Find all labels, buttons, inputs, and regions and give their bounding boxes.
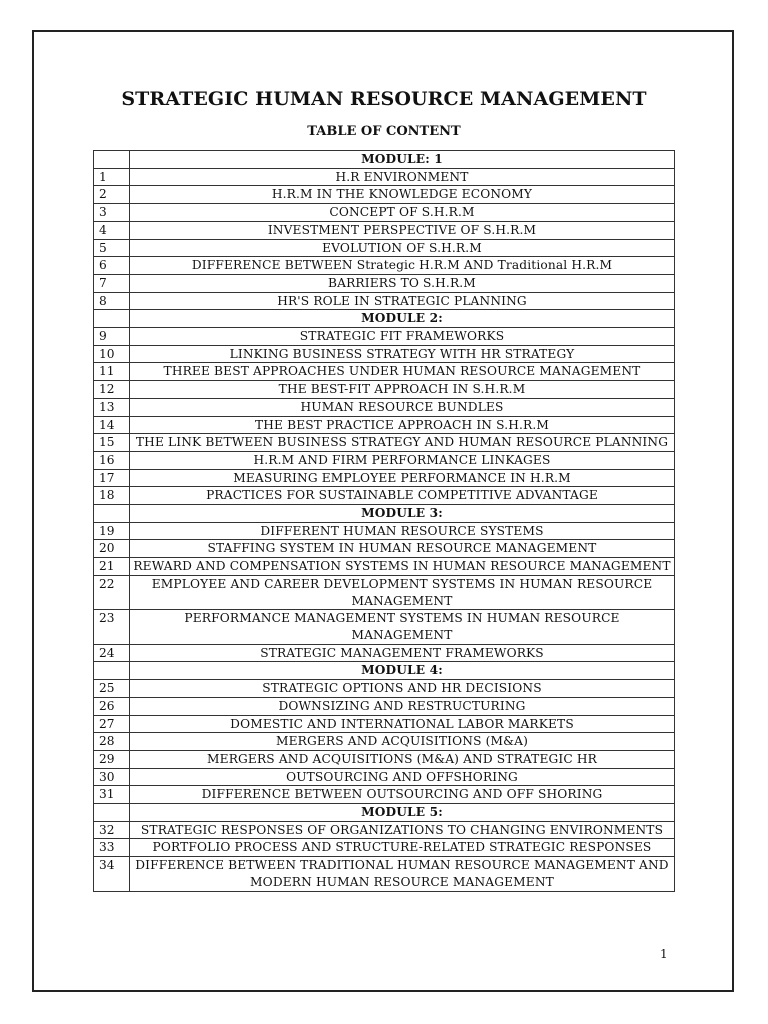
toc-row-title: EVOLUTION OF S.H.R.M [130, 239, 675, 257]
toc-row [94, 345, 675, 363]
toc-row [94, 487, 675, 505]
toc-row [94, 522, 675, 540]
toc-row-number: 2 [94, 186, 130, 204]
toc-row-number: 6 [94, 257, 130, 275]
toc-row [94, 733, 675, 751]
toc-row-title: H.R.M AND FIRM PERFORMANCE LINKAGES [130, 451, 675, 469]
toc-row-number: 9 [94, 328, 130, 346]
toc-row [94, 558, 675, 576]
toc-row [94, 575, 675, 609]
toc-row-number: 29 [94, 750, 130, 768]
toc-module-row [94, 151, 675, 169]
toc-row-title: H.R.M IN THE KNOWLEDGE ECONOMY [130, 186, 675, 204]
toc-module-title: MODULE 2: [130, 310, 675, 328]
toc-row-title: OUTSOURCING AND OFFSHORING [130, 768, 675, 786]
toc-row-title: PORTFOLIO PROCESS AND STRUCTURE-RELATED STRATEGIC RESPONSES [130, 839, 675, 857]
toc-row [94, 839, 675, 857]
toc-row-title: HR'S ROLE IN STRATEGIC PLANNING [130, 292, 675, 310]
toc-row-title: THE LINK BETWEEN BUSINESS STRATEGY AND HUMAN RESOURCE PLANNING [130, 434, 675, 452]
toc-module-title: MODULE: 1 [130, 151, 675, 169]
toc-row-number: 26 [94, 697, 130, 715]
toc-row-title: DOMESTIC AND INTERNATIONAL LABOR MARKETS [130, 715, 675, 733]
toc-row [94, 257, 675, 275]
toc-module-title: MODULE 3: [130, 505, 675, 523]
toc-row [94, 786, 675, 804]
toc-row-title: DIFFERENCE BETWEEN Strategic H.R.M AND Traditional H.R.M [130, 257, 675, 275]
toc-row [94, 186, 675, 204]
toc-row-number: 33 [94, 839, 130, 857]
toc-row-title: H.R ENVIRONMENT [130, 168, 675, 186]
toc-row-title: STAFFING SYSTEM IN HUMAN RESOURCE MANAGEMENT [130, 540, 675, 558]
toc-row [94, 239, 675, 257]
toc-row [94, 328, 675, 346]
toc-row [94, 610, 675, 644]
toc-row-number: 24 [94, 644, 130, 662]
toc-row-number: 12 [94, 381, 130, 399]
page-number: 1 [660, 947, 668, 961]
toc-row-number [94, 310, 130, 328]
toc-row-number: 32 [94, 821, 130, 839]
toc-row-number: 13 [94, 398, 130, 416]
toc-row [94, 750, 675, 768]
toc-row-title: DOWNSIZING AND RESTRUCTURING [130, 697, 675, 715]
toc-row-number [94, 804, 130, 822]
toc-row-title: LINKING BUSINESS STRATEGY WITH HR STRATEGY [130, 345, 675, 363]
toc-row-number: 27 [94, 715, 130, 733]
toc-row-number: 11 [94, 363, 130, 381]
toc-module-row [94, 505, 675, 523]
toc-row-number: 1 [94, 168, 130, 186]
toc-row [94, 398, 675, 416]
toc-row [94, 434, 675, 452]
toc-row-number [94, 505, 130, 523]
toc-row-number: 16 [94, 451, 130, 469]
document-title: STRATEGIC HUMAN RESOURCE MANAGEMENT [121, 88, 647, 110]
toc-row-number: 10 [94, 345, 130, 363]
toc-row-number: 21 [94, 558, 130, 576]
toc-row-title: DIFFERENT HUMAN RESOURCE SYSTEMS [130, 522, 675, 540]
toc-row-title: REWARD AND COMPENSATION SYSTEMS IN HUMAN RESOURCE MANAGEMENT [130, 558, 675, 576]
toc-row [94, 451, 675, 469]
toc-module-row [94, 804, 675, 822]
toc-module-row [94, 662, 675, 680]
toc-row [94, 540, 675, 558]
toc-row-title: HUMAN RESOURCE BUNDLES [130, 398, 675, 416]
toc-row [94, 821, 675, 839]
toc-row [94, 768, 675, 786]
toc-row [94, 857, 675, 891]
toc-module-title: MODULE 5: [130, 804, 675, 822]
toc-row-number: 8 [94, 292, 130, 310]
toc-row-title: MERGERS AND ACQUISITIONS (M&A) AND STRATEGIC HR [130, 750, 675, 768]
toc-row-number: 3 [94, 204, 130, 222]
toc-row-number: 5 [94, 239, 130, 257]
toc-row-number: 20 [94, 540, 130, 558]
toc-row-title: BARRIERS TO S.H.R.M [130, 274, 675, 292]
toc-row [94, 697, 675, 715]
toc-row [94, 680, 675, 698]
toc-row-title: PERFORMANCE MANAGEMENT SYSTEMS IN HUMAN RESOURCE MANAGEMENT [130, 610, 675, 644]
toc-row [94, 292, 675, 310]
toc-row-number [94, 151, 130, 169]
toc-row [94, 274, 675, 292]
toc-row-number: 4 [94, 221, 130, 239]
toc-row-title: THE BEST-FIT APPROACH IN S.H.R.M [130, 381, 675, 399]
toc-row-title: STRATEGIC RESPONSES OF ORGANIZATIONS TO CHANGING ENVIRONMENTS [130, 821, 675, 839]
toc-row [94, 221, 675, 239]
toc-row [94, 381, 675, 399]
toc-row-number: 7 [94, 274, 130, 292]
toc-module-title: MODULE 4: [130, 662, 675, 680]
toc-row [94, 204, 675, 222]
toc-row-title: STRATEGIC OPTIONS AND HR DECISIONS [130, 680, 675, 698]
toc-module-row [94, 310, 675, 328]
toc-row-title: PRACTICES FOR SUSTAINABLE COMPETITIVE ADVANTAGE [130, 487, 675, 505]
toc-row-title: MERGERS AND ACQUISITIONS (M&A) [130, 733, 675, 751]
toc-heading: TABLE OF CONTENT [307, 124, 461, 139]
toc-row-title: DIFFERENCE BETWEEN OUTSOURCING AND OFF SHORING [130, 786, 675, 804]
toc-row-number: 14 [94, 416, 130, 434]
toc-row-number: 30 [94, 768, 130, 786]
toc-row-title: STRATEGIC MANAGEMENT FRAMEWORKS [130, 644, 675, 662]
toc-row-title: THE BEST PRACTICE APPROACH IN S.H.R.M [130, 416, 675, 434]
toc-table [93, 150, 675, 892]
toc-row-number: 15 [94, 434, 130, 452]
toc-row-number: 31 [94, 786, 130, 804]
toc-row-number: 28 [94, 733, 130, 751]
toc-row [94, 644, 675, 662]
toc-row [94, 363, 675, 381]
toc-row-title: EMPLOYEE AND CAREER DEVELOPMENT SYSTEMS IN HUMAN RESOURCE MANAGEMENT [130, 575, 675, 609]
toc-row-number: 17 [94, 469, 130, 487]
toc-row-title: INVESTMENT PERSPECTIVE OF S.H.R.M [130, 221, 675, 239]
toc-row-number [94, 662, 130, 680]
toc-row-number: 34 [94, 857, 130, 891]
toc-row-number: 19 [94, 522, 130, 540]
toc-row-number: 25 [94, 680, 130, 698]
toc-row [94, 416, 675, 434]
toc-row [94, 715, 675, 733]
toc-row-number: 23 [94, 610, 130, 644]
toc-row [94, 168, 675, 186]
toc-row [94, 469, 675, 487]
toc-row-number: 22 [94, 575, 130, 609]
toc-row-title: STRATEGIC FIT FRAMEWORKS [130, 328, 675, 346]
toc-body [94, 151, 675, 892]
toc-row-number: 18 [94, 487, 130, 505]
toc-row-title: THREE BEST APPROACHES UNDER HUMAN RESOURCE MANAGEMENT [130, 363, 675, 381]
toc-row-title: DIFFERENCE BETWEEN TRADITIONAL HUMAN RESOURCE MANAGEMENT AND MODERN HUMAN RESOURCE MANAGEMENT [130, 857, 675, 891]
toc-row-title: MEASURING EMPLOYEE PERFORMANCE IN H.R.M [130, 469, 675, 487]
toc-row-title: CONCEPT OF S.H.R.M [130, 204, 675, 222]
